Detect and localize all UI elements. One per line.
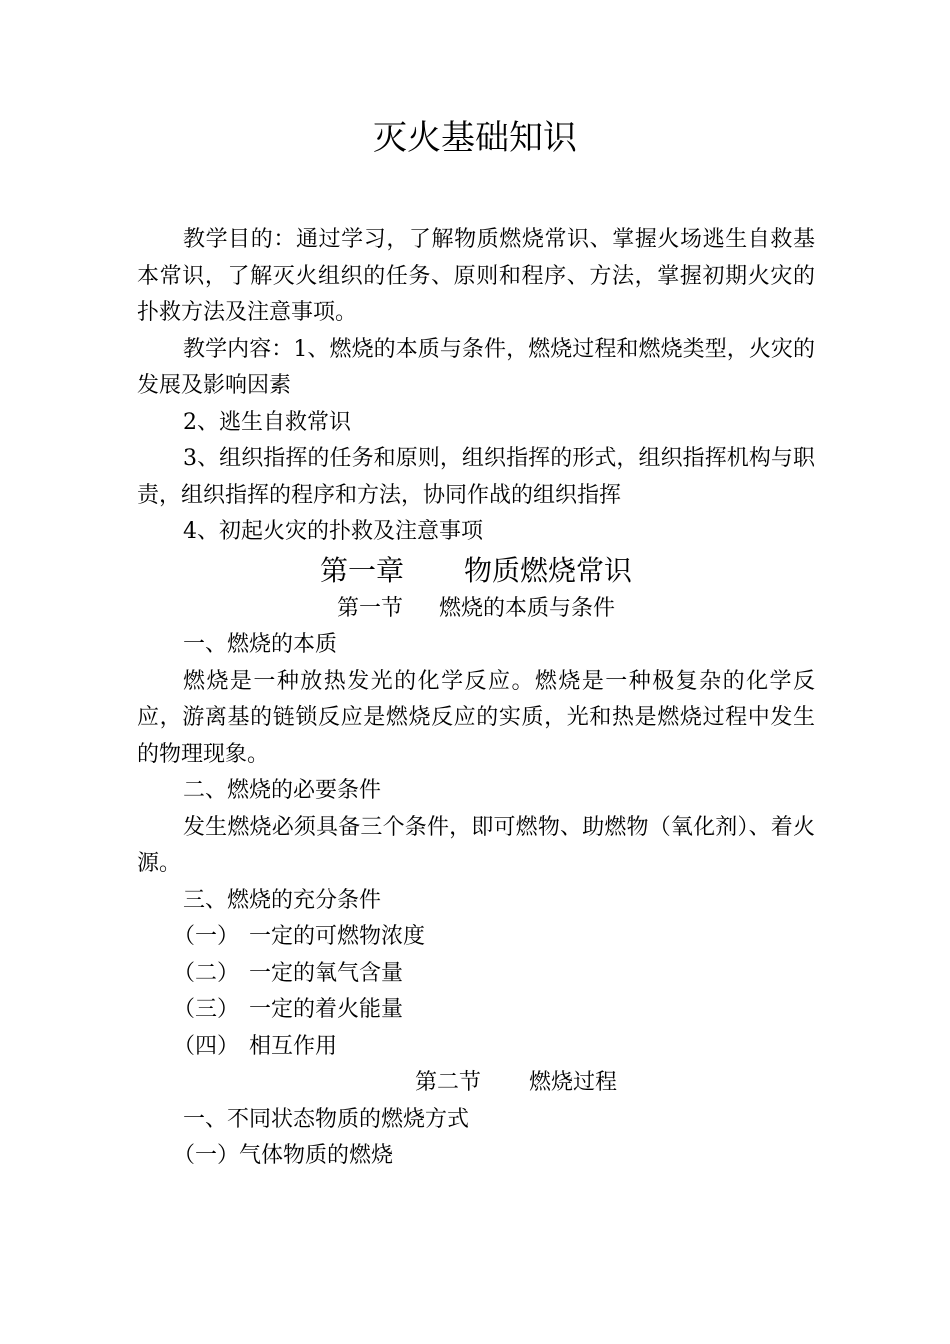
chapter-number: 第一章 bbox=[319, 553, 404, 587]
subheading-gas-combustion: （一）气体物质的燃烧 bbox=[173, 1143, 394, 1168]
chapter-title: 物质燃烧常识 bbox=[464, 553, 633, 587]
necessary-conditions-paragraph: 发生燃烧必须具备三个条件，即可燃物、助燃物（氧化剂）、着火源。 bbox=[137, 814, 815, 876]
list-item-text: 一定的可燃物浓度 bbox=[249, 924, 426, 949]
list-item-text: 相互作用 bbox=[249, 1033, 338, 1059]
list-item-number: （三） bbox=[173, 997, 240, 1022]
teaching-content-item-4: 4、初起火灾的扑救及注意事项 bbox=[183, 519, 483, 544]
list-item-number: （四） bbox=[173, 1033, 240, 1059]
section-title: 燃烧的本质与条件 bbox=[439, 595, 616, 621]
chapter-heading bbox=[137, 551, 815, 591]
list-item-text: 一定的氧气含量 bbox=[249, 960, 404, 986]
subheading-combustion-nature: 一、燃烧的本质 bbox=[183, 632, 338, 657]
subheading-necessary-conditions: 二、燃烧的必要条件 bbox=[183, 778, 382, 803]
section-number: 第二节 bbox=[414, 1070, 481, 1095]
section-heading-2 bbox=[137, 1065, 815, 1102]
list-item bbox=[137, 992, 815, 1029]
list-item bbox=[137, 956, 815, 993]
teaching-content-item-2: 2、逃生自救常识 bbox=[183, 409, 351, 435]
combustion-nature-paragraph: 燃烧是一种放热发光的化学反应。燃烧是一种极复杂的化学反应，游离基的链锁反应是燃烧反应的实质，光和热是燃烧过程中发生的物理现象。 bbox=[137, 668, 815, 767]
teaching-content-item-3: 3、组织指挥的任务和原则，组织指挥的形式，组织指挥机构与职责，组织指挥的程序和方法，协同作战的组织指挥 bbox=[137, 446, 815, 508]
document-body bbox=[137, 222, 815, 1175]
teaching-purpose-paragraph: 教学目的：通过学习，了解物质燃烧常识、掌握火场逃生自救基本常识，了解灭火组织的任务、原则和程序、方法，掌握初期火灾的扑救方法及注意事项。 bbox=[137, 227, 815, 325]
list-item bbox=[137, 919, 815, 956]
subheading-sufficient-conditions: 三、燃烧的充分条件 bbox=[183, 887, 382, 913]
teaching-content-paragraph: 教学内容：1、燃烧的本质与条件，燃烧过程和燃烧类型，火灾的发展及影响因素 bbox=[137, 336, 815, 398]
list-item-number: （一） bbox=[173, 924, 240, 949]
section-heading bbox=[137, 591, 815, 628]
subheading-combustion-modes: 一、不同状态物质的燃烧方式 bbox=[183, 1106, 470, 1132]
list-item bbox=[137, 1029, 815, 1066]
list-item-text: 一定的着火能量 bbox=[249, 997, 404, 1022]
section-title: 燃烧过程 bbox=[529, 1070, 618, 1095]
list-item-number: （二） bbox=[173, 960, 240, 986]
document-title: 灭火基础知识 bbox=[373, 118, 577, 158]
section-number: 第一节 bbox=[336, 595, 403, 621]
